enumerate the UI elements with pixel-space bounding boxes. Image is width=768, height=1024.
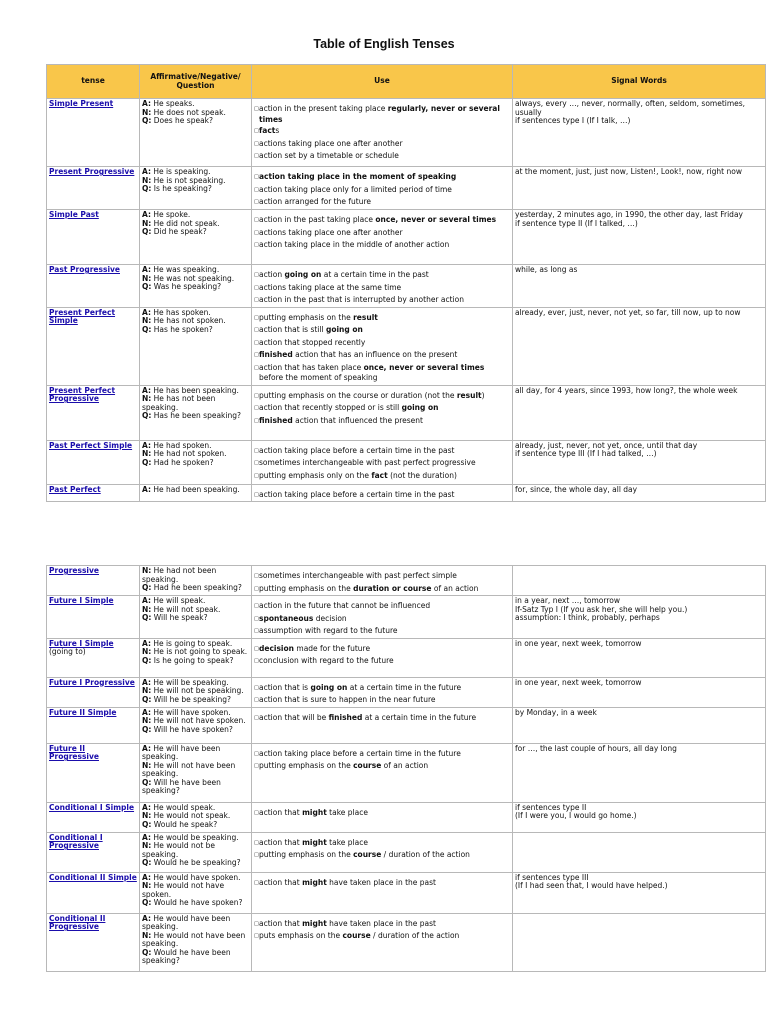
use-cell [252,802,513,832]
signal-line: if sentence type III (If I had talked, …) [515,449,657,459]
tense-cell [47,913,140,971]
form-line: Q: Will he be speaking? [142,694,231,704]
form-line: A: He will be speaking. [142,677,229,687]
form-line: Q: Has he spoken? [142,324,213,334]
use-item: □ action that will be finished at a certain time in the future [254,713,510,724]
use-cell [252,707,513,743]
form-line: Q: Has he been speaking? [142,411,241,421]
use-cell [252,743,513,802]
tense-cell [47,385,140,440]
forms-cell [140,913,252,971]
form-line: N: He would not have spoken. [142,881,225,899]
tenses-table-part-2 [46,565,766,972]
signal-words-cell [513,596,766,639]
form-line: Q: Would he have spoken? [142,898,243,908]
table-row [47,832,766,872]
table-row [47,802,766,832]
use-item: □ action in the future that cannot be influenced [254,601,510,612]
signal-words-cell [513,677,766,707]
use-cell [252,596,513,639]
signal-words-cell [513,440,766,484]
use-item: □ action taking place only for a limited period of time [254,185,510,196]
signal-words-cell [513,210,766,265]
forms-cell [140,484,252,502]
signal-words-cell [513,872,766,913]
use-cell [252,484,513,502]
form-line: A: He is going to speak. [142,638,233,648]
use-cell [252,440,513,484]
table-row [47,677,766,707]
use-cell [252,385,513,440]
use-item: □ putting emphasis on the course / duration of the action [254,850,510,861]
signal-words-cell [513,707,766,743]
use-item: □ action going on at a certain time in the past [254,270,510,281]
signal-words-cell [513,167,766,210]
tense-cell [47,707,140,743]
table-row [47,566,766,596]
use-item: □ action taking place before a certain time in the past [254,490,510,501]
tense-link[interactable]: Conditional I Progressive [49,832,103,851]
forms-cell [140,596,252,639]
use-cell [252,677,513,707]
form-line: N: He was not speaking. [142,273,235,283]
tense-link[interactable]: Future I Progressive [49,677,135,687]
tense-cell [47,596,140,639]
tense-link[interactable]: Future I Simple [49,638,114,648]
signal-line: all day, for 4 years, since 1993, how long?, the whole week [515,385,738,395]
form-line: N: He will not have spoken. [142,716,246,726]
signal-line: (If I had seen that, I would have helped.) [515,881,668,891]
form-line: Q: Was he speaking? [142,282,222,292]
use-cell [252,832,513,872]
table-row [47,743,766,802]
use-item: □ action that has taken place once, never or several times before the moment of speaking [254,363,510,383]
forms-cell [140,99,252,167]
tense-link[interactable]: Simple Past [49,210,99,219]
use-item: □ action in the past that is interrupted by another action [254,295,510,306]
signal-line: If-Satz Typ I (If you ask her, she will help you.) [515,604,688,614]
tense-cell [47,802,140,832]
use-item: □ action that might have taken place in the past [254,919,510,930]
signal-words-cell [513,638,766,677]
use-item: □ action that is going on at a certain time in the future [254,683,510,694]
use-cell [252,210,513,265]
use-item: □ putting emphasis on the course of an action [254,761,510,772]
forms-cell [140,677,252,707]
form-line: Q: Would he have been speaking? [142,947,231,966]
use-item: □ finished action that influenced the present [254,416,510,427]
form-line: A: He would speak. [142,802,216,812]
use-item: □ action that is still going on [254,325,510,336]
forms-cell [140,440,252,484]
form-line: A: He will speak. [142,596,206,605]
forms-cell [140,638,252,677]
signal-words-cell [513,99,766,167]
tense-link[interactable]: Future II Progressive [49,743,99,762]
tense-cell [47,99,140,167]
signal-line: if sentences type II [515,802,587,812]
form-line: N: He had not spoken. [142,449,227,459]
form-line: Q: Would he be speaking? [142,858,241,868]
use-item: □ action that is sure to happen in the near future [254,695,510,706]
form-line: Q: Had he spoken? [142,457,214,467]
form-line: A: He speaks. [142,99,195,108]
use-item: □ action that stopped recently [254,338,510,349]
signal-line: already, ever, just, never, not yet, so far, till now, up to now [515,307,741,317]
use-item: □ action that recently stopped or is still going on [254,403,510,414]
table-row [47,99,766,167]
tense-cell [47,832,140,872]
signal-line: if sentences type I (If I talk, …) [515,116,631,126]
signal-line: yesterday, 2 minutes ago, in 1990, the other day, last Friday [515,210,743,219]
signal-line: if sentences type III [515,872,589,882]
form-line: N: He is not going to speak. [142,647,248,657]
form-line: A: He had spoken. [142,440,212,450]
form-line: Q: Will he speak? [142,613,208,623]
use-item: □ action taking place in the moment of speaking [254,172,510,183]
use-item: □ actions taking place one after another [254,228,510,239]
signal-words-cell [513,265,766,308]
signal-words-cell [513,802,766,832]
form-line: Q: Is he going to speak? [142,655,234,665]
form-line: Q: Is he speaking? [142,184,212,194]
signal-words-cell [513,307,766,385]
form-line: N: He did not speak. [142,218,220,228]
use-item: □ putting emphasis on the course or duration (not the result) [254,391,510,402]
signal-line: while, as long as [515,265,578,274]
form-line: A: He is speaking. [142,167,211,176]
signal-words-cell [513,743,766,802]
form-line: Q: Does he speak? [142,116,213,126]
use-item: □ conclusion with regard to the future [254,656,510,667]
use-item: □ actions taking place one after another [254,139,510,150]
form-line: A: He was speaking. [142,265,220,274]
form-line: N: He will not have been speaking. [142,760,236,779]
use-cell [252,566,513,596]
tense-cell [47,872,140,913]
use-item: □ actions taking place at the same time [254,283,510,294]
forms-cell [140,167,252,210]
signal-words-cell [513,385,766,440]
table-row [47,265,766,308]
use-cell [252,913,513,971]
header-tense: tense [47,65,140,99]
use-cell [252,167,513,210]
form-line: N: He would not speak. [142,811,231,821]
form-line: Q: Will he have been speaking? [142,777,221,796]
signal-line: for, since, the whole day, all day [515,484,638,494]
table-row [47,913,766,971]
tense-cell [47,265,140,308]
tenses-table-part-1 [46,64,766,502]
use-item: □ spontaneous decision [254,614,510,625]
tense-cell [47,743,140,802]
form-line: A: He had been speaking. [142,484,240,494]
tense-link[interactable]: Conditional II Simple [49,872,137,882]
form-line: Q: Will he have spoken? [142,724,233,734]
tense-cell [47,210,140,265]
use-item: □ action that might take place [254,838,510,849]
form-line: A: He has been speaking. [142,385,239,395]
forms-cell [140,743,252,802]
form-line: N: He does not speak. [142,107,226,117]
use-cell [252,307,513,385]
tense-cell [47,484,140,502]
signal-line: always, every …, never, normally, often, seldom, sometimes, usually [515,99,746,117]
tense-cell [47,307,140,385]
tense-link[interactable]: Past Perfect [49,484,101,494]
use-item: □ finished action that has an influence on the present [254,350,510,361]
use-item: □ sometimes interchangeable with past perfect simple [254,571,510,582]
forms-cell [140,707,252,743]
table-row [47,167,766,210]
tense-cell [47,638,140,677]
forms-cell [140,265,252,308]
signal-line: by Monday, in a week [515,707,597,717]
use-cell [252,638,513,677]
signal-words-cell [513,566,766,596]
signal-words-cell [513,832,766,872]
use-item: □ puts emphasis on the course / duration of the action [254,931,510,942]
use-item: □ action arranged for the future [254,197,510,208]
tense-link[interactable]: Present Perfect Simple [49,307,116,326]
use-item: □ putting emphasis on the result [254,313,510,324]
form-line: Q: Would he speak? [142,819,218,829]
use-item: □ action taking place before a certain time in the future [254,749,510,760]
tense-cell [47,566,140,596]
tense-link[interactable]: Future II Simple [49,707,117,717]
form-line: N: He will not speak. [142,604,221,614]
tense-cell [47,440,140,484]
signal-line: (If I were you, I would go home.) [515,811,637,821]
use-item: □ assumption with regard to the future [254,626,510,637]
tense-cell [47,677,140,707]
page-title: Table of English Tenses [313,37,455,51]
table-row [47,440,766,484]
form-line: N: He would not have been speaking. [142,930,246,949]
signal-line: assumption: I think, probably, perhaps [515,613,660,623]
use-item: □ decision made for the future [254,644,510,655]
use-cell [252,872,513,913]
table-row [47,307,766,385]
form-line: A: He will have been speaking. [142,743,221,762]
tense-link[interactable]: Simple Present [49,99,114,108]
signal-line: in one year, next week, tomorrow [515,638,642,648]
table-header-row [47,65,766,99]
table-row [47,210,766,265]
use-item: □ action in the present taking place regularly, never or several times [254,104,510,124]
forms-cell [140,385,252,440]
forms-cell [140,832,252,872]
use-item: □ action that might take place [254,808,510,819]
use-cell [252,265,513,308]
use-item: □ sometimes interchangeable with past perfect progressive [254,458,510,469]
tense-link[interactable]: Past Perfect Simple [49,440,133,450]
forms-cell [140,210,252,265]
tense-link[interactable]: Conditional I Simple [49,802,135,812]
signal-line: for …, the last couple of hours, all day long [515,743,677,753]
use-item: □ facts [254,126,510,137]
use-item: □ action set by a timetable or schedule [254,151,510,162]
form-line: N: He is not speaking. [142,175,226,185]
signal-words-cell [513,913,766,971]
signal-line: if sentence type II (If I talked, …) [515,218,638,228]
forms-cell [140,307,252,385]
table-row [47,638,766,677]
use-cell [252,99,513,167]
form-line: A: He would have been speaking. [142,913,231,932]
form-line: N: He has not spoken. [142,316,226,326]
use-item: □ putting emphasis on the duration or course of an action [254,584,510,595]
signal-line: in one year, next week, tomorrow [515,677,642,687]
form-line: A: He has spoken. [142,307,211,317]
forms-cell [140,566,252,596]
signal-line: in a year, next …, tomorrow [515,596,620,605]
table-row [47,872,766,913]
form-line: A: He would be speaking. [142,832,239,842]
form-line: A: He will have spoken. [142,707,231,717]
forms-cell [140,872,252,913]
form-line: A: He would have spoken. [142,872,241,882]
table-row [47,596,766,639]
tense-link[interactable]: Present Progressive [49,167,135,176]
header-use: Use [252,65,513,99]
tense-link[interactable]: Progressive [49,566,99,575]
use-item: □ action in the past taking place once, never or several times [254,215,510,226]
table-row [47,385,766,440]
form-line: A: He spoke. [142,210,191,219]
form-line: N: He had not been speaking. [142,566,217,584]
form-line: N: He has not been speaking. [142,394,216,412]
use-item: □ action taking place before a certain time in the past [254,446,510,457]
use-item: □ action taking place in the middle of another action [254,240,510,251]
table-row [47,707,766,743]
tense-link[interactable]: Future I Simple [49,596,114,605]
table-row [47,484,766,502]
signal-line: already, just, never, not yet, once, until that day [515,440,698,450]
forms-cell [140,802,252,832]
tense-link[interactable]: Conditional II Progressive [49,913,106,932]
form-line: N: He will not be speaking. [142,686,244,696]
tense-note: (going to) [49,647,86,657]
use-item: □ action that might have taken place in the past [254,878,510,889]
form-line: N: He would not be speaking. [142,841,216,859]
tense-cell [47,167,140,210]
signal-line: at the moment, just, just now, Listen!, Look!, now, right now [515,167,742,176]
header-signal-words: Signal Words [513,65,766,99]
header-forms: Affirmative/Negative/ Question [140,65,252,99]
use-item: □ putting emphasis only on the fact (not the duration) [254,471,510,482]
form-line: Q: Had he been speaking? [142,583,242,593]
form-line: Q: Did he speak? [142,227,207,237]
signal-words-cell [513,484,766,502]
tense-link[interactable]: Present Perfect Progressive [49,385,116,404]
tense-link[interactable]: Past Progressive [49,265,120,274]
